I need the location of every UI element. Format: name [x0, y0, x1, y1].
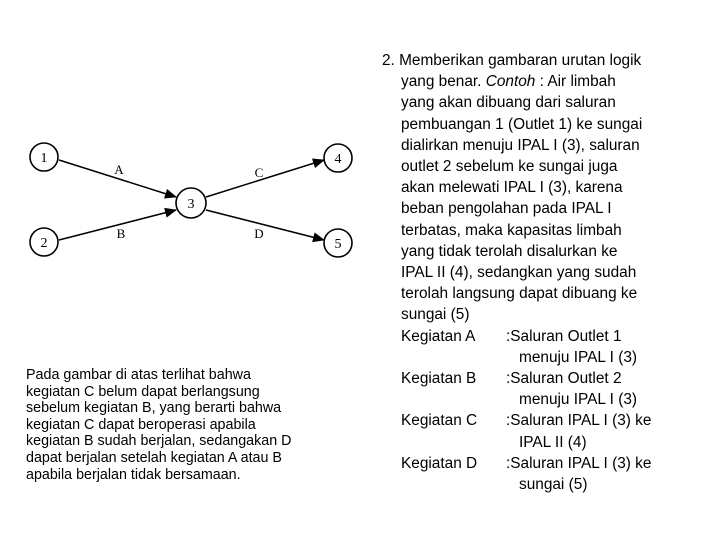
network-diagram: [0, 0, 360, 330]
body-line: terbatas, maka kapasitas limbah: [401, 221, 622, 239]
activity-desc: :Saluran Outlet 2: [506, 370, 622, 388]
edge-c-arrow: [206, 160, 324, 197]
body-line: dialirkan menuju IPAL I (3), saluran: [401, 136, 640, 154]
explanation-line: sebelum kegiatan B, yang berarti bahwa: [26, 400, 282, 417]
body-line: IPAL II (4), sedangkan yang sudah: [401, 264, 637, 282]
node-4: [324, 144, 352, 172]
node-4-label: 4: [334, 152, 342, 167]
explanation-line: apabila berjalan tidak bersamaan.: [26, 466, 241, 483]
activity-label: Kegiatan B: [401, 370, 477, 388]
body-line: sungai (5): [401, 306, 470, 324]
edge-label-a: A: [114, 162, 124, 177]
explanation-line: Pada gambar di atas terlihat bahwa: [26, 367, 251, 383]
activity-desc-cont: menuju IPAL I (3): [519, 348, 638, 366]
body-line: yang tidak terolah disalurkan ke: [401, 242, 618, 260]
activity-c: [382, 410, 712, 452]
node-1: [30, 143, 58, 171]
node-2-label: 2: [40, 236, 48, 251]
activity-desc-cont: menuju IPAL I (3): [519, 391, 638, 409]
body-line: yang akan dibuang dari saluran: [401, 94, 616, 112]
explanation-line: kegiatan C dapat beroperasi apabila: [26, 416, 256, 433]
explanation-line: kegiatan C belum dapat berlangsung: [26, 383, 260, 400]
activity-desc-cont: sungai (5): [519, 476, 588, 494]
intro-rest: : Air limbah: [535, 73, 616, 91]
activity-label: Kegiatan C: [401, 412, 478, 430]
edge-label-c: C: [254, 165, 264, 180]
body-line: beban pengolahan pada IPAL I: [401, 200, 612, 218]
activity-desc: :Saluran IPAL I (3) ke: [506, 454, 652, 472]
edge-label-b: B: [116, 226, 126, 241]
activity-label: Kegiatan A: [401, 327, 476, 345]
node-2: [30, 228, 58, 256]
body-line: terolah langsung dapat dibuang ke: [401, 285, 638, 303]
explanation-line: kegiatan B sudah berjalan, sedangakan D: [26, 433, 292, 450]
activity-label: Kegiatan D: [401, 454, 478, 472]
logic-order-section: [382, 50, 712, 495]
activity-b: [382, 368, 712, 410]
body-line: pembuangan 1 (Outlet 1) ke sungai: [401, 115, 643, 133]
explanation-line: dapat berjalan setelah kegiatan A atau B: [26, 449, 282, 466]
body-line: outlet 2 sebelum ke sungai juga: [401, 158, 618, 176]
node-3: [176, 188, 206, 218]
intro-line: [382, 71, 712, 92]
node-3-label: 3: [187, 197, 195, 212]
body-line: akan melewati IPAL I (3), karena: [401, 179, 623, 197]
activity-desc-cont: IPAL II (4): [519, 433, 587, 451]
edge-d-arrow: [206, 210, 324, 240]
diagram-explanation: [26, 367, 361, 483]
activity-d: [382, 453, 712, 495]
intro-text: yang benar.: [401, 73, 482, 91]
node-5-label: 5: [334, 237, 342, 252]
section-heading: 2. Memberikan gambaran urutan logik: [382, 52, 642, 69]
activity-desc: :Saluran Outlet 1: [506, 327, 622, 345]
node-1-label: 1: [40, 151, 48, 166]
contoh-word: Contoh: [485, 73, 536, 91]
node-5: [324, 229, 352, 257]
activity-a: [382, 326, 712, 368]
activity-desc: :Saluran IPAL I (3) ke: [506, 412, 652, 430]
edge-label-d: D: [254, 226, 264, 241]
